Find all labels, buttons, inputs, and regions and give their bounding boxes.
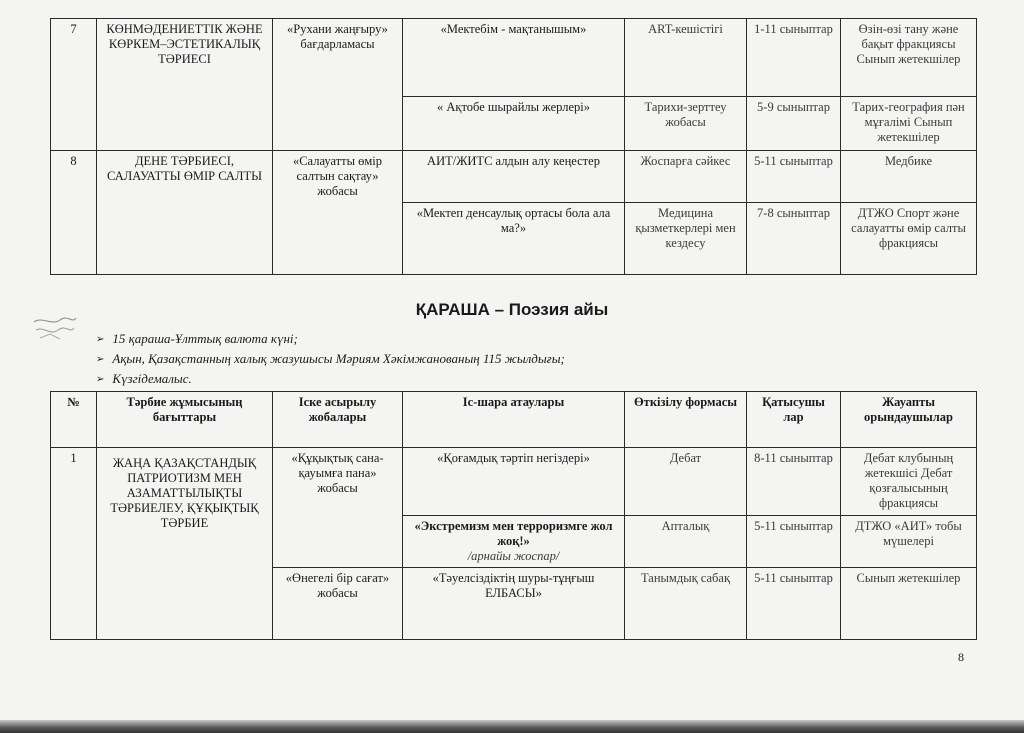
event-responsible: Дебат клубының жетекшісі Дебат қозғалысының фракциясы xyxy=(841,448,977,516)
event-participants: 7-8 сыныптар xyxy=(747,203,841,275)
event-participants: 5-11 сыныптар xyxy=(747,568,841,640)
event-responsible: Медбике xyxy=(841,151,977,203)
header-direction: Тәрбие жұмысының бағыттары xyxy=(97,392,273,448)
event-form: Апталық xyxy=(625,516,747,568)
section-title: ҚАРАША – Поэзия айы xyxy=(415,300,609,319)
event-form: Жоспарға сәйкес xyxy=(625,151,747,203)
project-cell: «Рухани жаңғыру» бағдарламасы xyxy=(273,19,403,151)
event-form: Тарихи-зерттеу жобасы xyxy=(625,97,747,151)
event-name: «Экстремизм мен терроризмге жол жоқ!» xyxy=(414,519,613,548)
event-name: « Ақтобе шырайлы жерлері» xyxy=(403,97,625,151)
project-cell: «Салауатты өмір салтын сақтау» жобасы xyxy=(273,151,403,275)
event-participants: 5-11 сыныптар xyxy=(747,516,841,568)
page-number: 8 xyxy=(958,650,964,664)
table-row xyxy=(51,151,977,203)
table-header-row xyxy=(51,392,977,448)
event-form: Танымдық сабақ xyxy=(625,568,747,640)
plan-table xyxy=(50,391,977,640)
table-row xyxy=(51,19,977,97)
event-name: «Мектеп денсаулық ортасы бола ала ма?» xyxy=(403,203,625,275)
plan-table-continued xyxy=(50,18,977,275)
header-event: Іс-шара атаулары xyxy=(403,392,625,448)
header-participants: Қатысушы лар xyxy=(747,392,841,448)
event-form: Дебат xyxy=(625,448,747,516)
event-name: «Қоғамдық тәртіп негіздері» xyxy=(403,448,625,516)
direction-cell: КӨНМӘДЕНИЕТТІК ЖӘНЕ КӨРКЕМ–ЭСТЕТИКАЛЫҚ ТӘРИЕСІ xyxy=(97,19,273,151)
event-participants: 1-11 сыныптар xyxy=(747,19,841,97)
header-responsible: Жауапты орындаушылар xyxy=(841,392,977,448)
event-name: «Мектебім - мақтанышым» xyxy=(403,19,625,97)
event-note: /арнайы жоспар/ xyxy=(467,549,560,563)
event-participants: 5-11 сыныптар xyxy=(747,151,841,203)
event-form: ART-кешістігі xyxy=(625,19,747,97)
direction-cell: ДЕНЕ ТӘРБИЕСІ, САЛАУАТТЫ ӨМІР САЛТЫ xyxy=(97,151,273,275)
scan-edge xyxy=(0,720,1024,733)
event-participants: 8-11 сыныптар xyxy=(747,448,841,516)
event-name: АИТ/ЖИТС алдын алу кеңестер xyxy=(403,151,625,203)
event-responsible: Өзін-өзі тану және бақыт фракциясы Сынып жетекшілер xyxy=(841,19,977,97)
bullet-list xyxy=(96,329,565,389)
event-participants: 5-9 сыныптар xyxy=(747,97,841,151)
list-item: ➢ Күзгідемалыс. xyxy=(96,369,565,389)
event-name: «Тәуелсіздіктің шуры-тұңғыш ЕЛБАСЫ» xyxy=(403,568,625,640)
event-responsible: Сынып жетекшілер xyxy=(841,568,977,640)
project-cell: «Өнегелі бір сағат» жобасы xyxy=(273,568,403,640)
list-item: ➢ Ақын, Қазақстанның халық жазушысы Мәриям Хәкімжанованың 115 жылдығы; xyxy=(96,349,565,369)
project-cell: «Құқықтық сана-қауымға пана» жобасы xyxy=(273,448,403,568)
event-responsible: ДТЖО «АИТ» тобы мүшелері xyxy=(841,516,977,568)
row-number: 7 xyxy=(51,19,97,151)
event-cell xyxy=(403,516,625,568)
list-item: ➢ 15 қараша-Ұлттық валюта күні; xyxy=(96,329,565,349)
event-responsible: Тарих-география пән мұғалімі Сынып жетекшілер xyxy=(841,97,977,151)
header-num: № xyxy=(51,392,97,448)
header-project: Іске асырылу жобалары xyxy=(273,392,403,448)
event-form: Медицина қызметкерлері мен кездесу xyxy=(625,203,747,275)
row-number: 1 xyxy=(51,448,97,640)
header-form: Өткізілу формасы xyxy=(625,392,747,448)
direction-cell: ЖАҢА ҚАЗАҚСТАНДЫҚ ПАТРИОТИЗМ МЕН АЗАМАТТЫЛЫҚТЫ ТӘРБИЕЛЕУ, ҚҰҚЫҚТЫҚ ТӘРБИЕ xyxy=(97,448,273,640)
event-responsible: ДТЖО Спорт және салауатты өмір салты фракциясы xyxy=(841,203,977,275)
row-number: 8 xyxy=(51,151,97,275)
table-row xyxy=(51,448,977,516)
